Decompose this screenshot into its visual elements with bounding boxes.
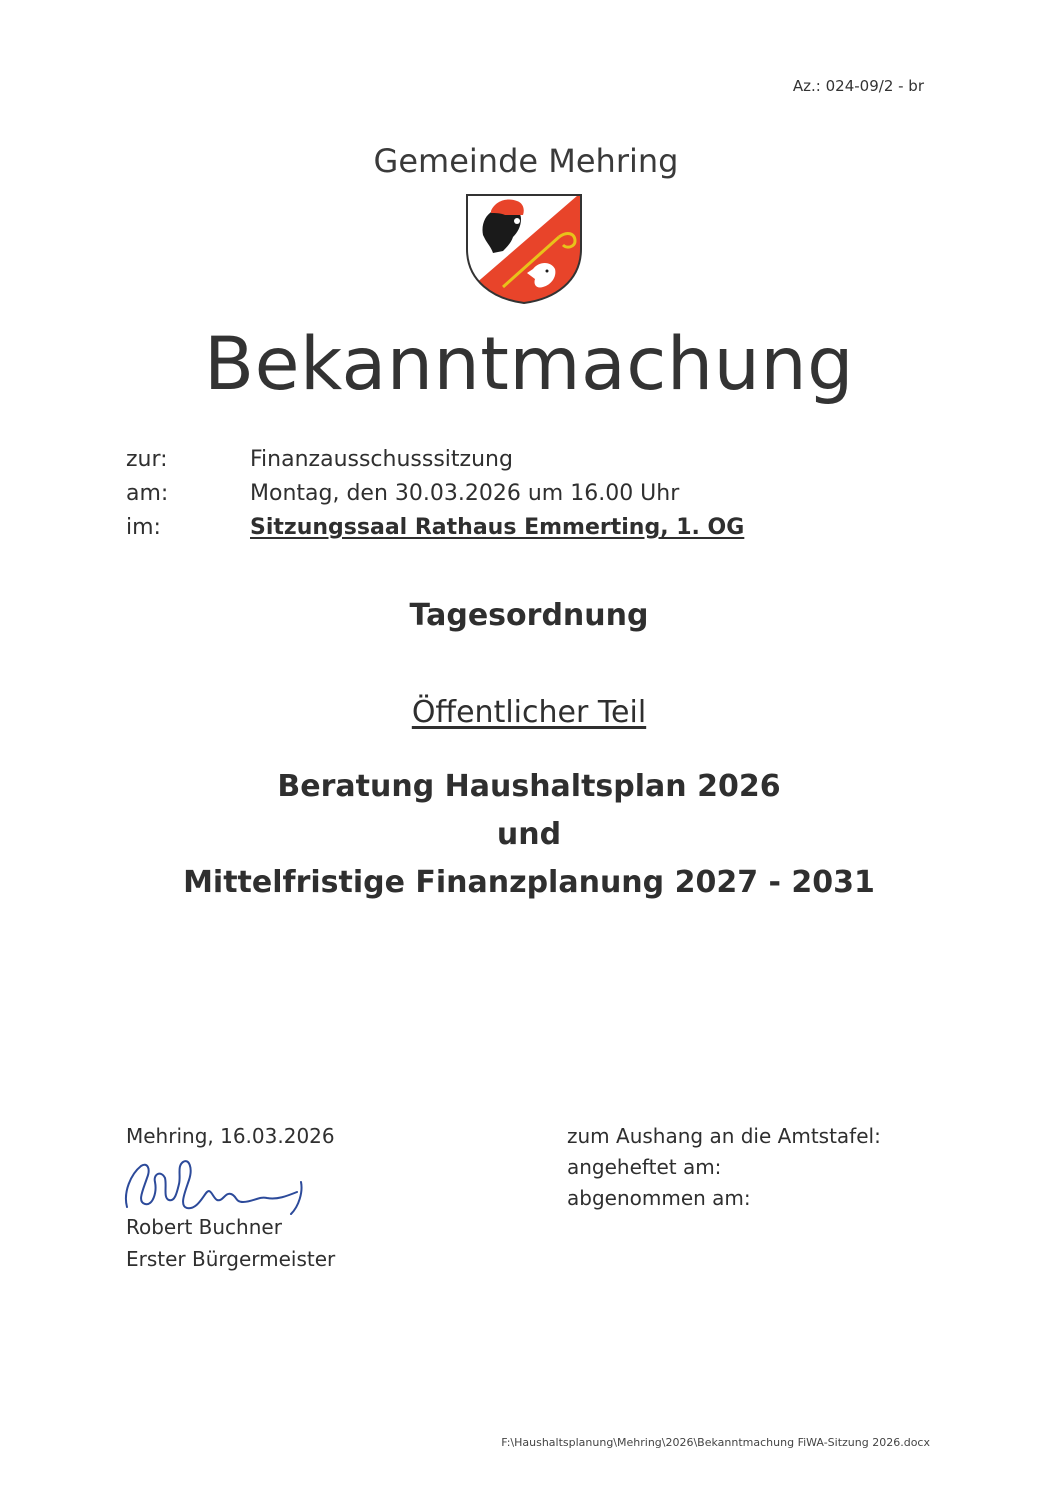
document-title: Bekanntmachung xyxy=(204,322,854,407)
coat-of-arms-icon xyxy=(463,191,585,305)
public-part-heading: Öffentlicher Teil xyxy=(411,695,647,730)
detail-row-zur xyxy=(126,445,513,475)
posted-on-label: angeheftet am: xyxy=(567,1155,722,1179)
agenda-item-line: und xyxy=(496,817,562,852)
municipality-name: Gemeinde Mehring xyxy=(373,142,679,180)
signatory-role: Erster Bürgermeister xyxy=(126,1247,336,1271)
place-date: Mehring, 16.03.2026 xyxy=(126,1124,335,1148)
file-path-footer: F:\Haushaltsplanung\Mehring\2026\Bekanntmachung FiWA-Sitzung 2026.docx xyxy=(501,1436,930,1449)
detail-row-am xyxy=(126,479,679,509)
detail-value: Montag, den 30.03.2026 um 16.00 Uhr xyxy=(250,481,680,506)
agenda-heading: Tagesordnung xyxy=(409,598,649,633)
reference-number: Az.: 024-09/2 - br xyxy=(792,77,924,95)
detail-value: Finanzausschusssitzung xyxy=(250,447,513,472)
posting-note: zum Aushang an die Amtstafel: xyxy=(567,1124,881,1148)
detail-label: im: xyxy=(126,515,161,540)
handwritten-signature-icon xyxy=(117,1152,317,1222)
removed-on-label: abgenommen am: xyxy=(567,1186,751,1210)
detail-label: am: xyxy=(126,481,169,506)
detail-value-location: Sitzungssaal Rathaus Emmerting, 1. OG xyxy=(250,515,745,540)
detail-label: zur: xyxy=(126,447,168,472)
agenda-item-line: Mittelfristige Finanzplanung 2027 - 2031 xyxy=(183,865,875,900)
signatory-name: Robert Buchner xyxy=(126,1215,282,1239)
agenda-item-line: Beratung Haushaltsplan 2026 xyxy=(277,769,781,804)
detail-row-im xyxy=(126,513,744,543)
